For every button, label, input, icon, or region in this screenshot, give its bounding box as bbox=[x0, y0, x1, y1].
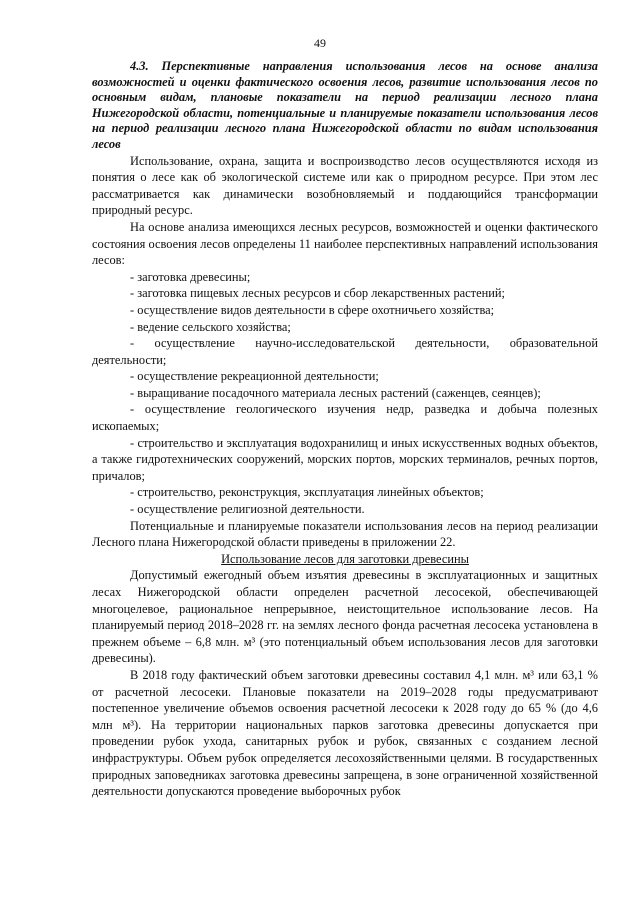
list-item: - ведение сельского хозяйства; bbox=[130, 319, 291, 334]
list-item: - осуществление геологического изучения недр, разведка и добыча полезных ископаемых; bbox=[92, 402, 598, 434]
list-item: - осуществление научно-исследовательской деятельности, образовательной деятельности; bbox=[92, 336, 598, 367]
list-item: - строительство, реконструкция, эксплуатация линейных объектов; bbox=[130, 485, 484, 500]
paragraph-3: Потенциальные и планируемые показатели использования лесов на период реализации Лесного плана Нижегородской области приведены в приложении 22. bbox=[92, 518, 598, 550]
subsection-title: Использование лесов для заготовки древесины bbox=[221, 551, 469, 566]
directions-list bbox=[92, 269, 598, 518]
list-item: - заготовка пищевых лесных ресурсов и сбор лекарственных растений; bbox=[130, 286, 505, 301]
list-item: - осуществление религиозной деятельности. bbox=[130, 502, 365, 517]
paragraph-5: В 2018 году фактический объем заготовки древесины составил 4,1 млн. м³ или 63,1 % от расчетной лесосеки. Плановые показатели на 2019–2028 годы предусматривают постепенное увеличение объемов освоения расчетной лесосеки к 2028 году до 65 % (до 4,6 млн м³). На территории национальных парков заготовка древесины допускается при проведении рубок ухода, санитарных рубок и рубок, связанных с созданием лесной инфраструктуры. Объем рубок определяется лесохозяйственными целями. В государственных природных заповедниках заготовка древесины запрещена, в зоне ограниченной хозяйственной деятельности допускаются проведение выборочных рубок bbox=[92, 667, 598, 799]
list-item: - осуществление рекреационной деятельности; bbox=[130, 369, 379, 384]
list-item: - заготовка древесины; bbox=[130, 269, 251, 284]
paragraph-2: На основе анализа имеющихся лесных ресурсов, возможностей и оценки фактического состояния освоения лесов определены 11 наиболее перспективных направлений использования лесов: bbox=[92, 219, 598, 268]
page-number: 49 bbox=[314, 36, 326, 50]
paragraph-4: Допустимый ежегодный объем изъятия древесины в эксплуатационных и защитных лесах Нижегородской области определен расчетной лесосекой, обеспечивающей многоцелевое, рациональное непрерывное, неистощительное использование лесов. На планируемый период 2018–2028 гг. на землях лесного фонда расчетная лесосека установлена в прежнем объеме – 6,8 млн. м³ (это потенциальный объем использования лесов для заготовки древесины). bbox=[92, 568, 598, 666]
section-heading: 4.3. Перспективные направления использования лесов на основе анализа возможностей и оценки фактического освоения лесов, развитие использования лесов по основным видам, плановые показатели на период реализации лесного плана Нижегородской области, потенциальные и планируемые показатели использования лесов на период реализации лесного плана Нижегородской области по видам использования лесов bbox=[92, 59, 598, 151]
list-item: - строительство и эксплуатация водохранилищ и иных искусственных водных объектов, а также гидротехнических сооружений, морских портов, морских терминалов, речных портов, причалов; bbox=[92, 435, 598, 483]
page-content bbox=[92, 59, 598, 800]
list-item: - выращивание посадочного материала лесных растений (саженцев, сеянцев); bbox=[130, 385, 541, 400]
paragraph-1: Использование, охрана, защита и воспроизводство лесов осуществляются исходя из понятия о лесе как об экологической системе или как о природном ресурсе. При этом лес рассматривается как динамически возобновляемый и поддающийся трансформации природный ресурс. bbox=[92, 153, 598, 218]
list-item: - осуществление видов деятельности в сфере охотничьего хозяйства; bbox=[130, 302, 495, 317]
